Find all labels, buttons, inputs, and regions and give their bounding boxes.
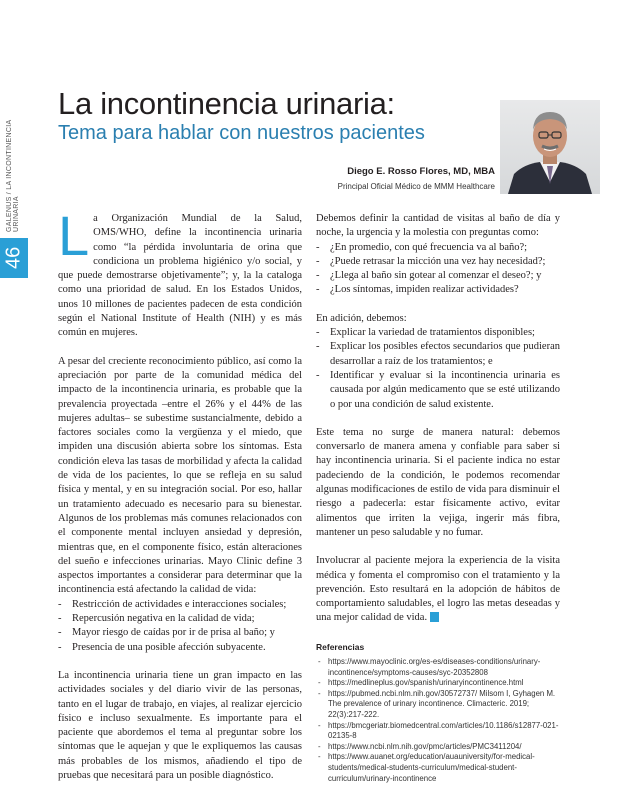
list-item: - Explicar los posibles efectos secundarios que pudieran desarrollar a raíz de los tratamientos; e — [316, 340, 560, 369]
running-head: GALENUS / LA INCONTINENCIA URINARIA — [6, 119, 20, 232]
reference-item: - https://medlineplus.gov/spanish/urinaryincontinence.html — [316, 678, 560, 689]
actions-list — [316, 326, 560, 412]
list-item: - ¿Los síntomas, impiden realizar actividades? — [316, 283, 560, 297]
list-item: - Repercusión negativa en la calidad de vida; — [58, 612, 302, 626]
paragraph: Debemos definir la cantidad de visitas al baño de día y noche, la urgencia y la molestia con preguntas como: — [316, 213, 560, 239]
drop-cap: L — [58, 204, 90, 267]
reference-item: - https://pubmed.ncbi.nlm.nih.gov/30572737/ Milsom I, Gyhagen M. The prevalence of urinary incontinence. Climacteric. 2019; 22(3):217-222. — [316, 689, 560, 721]
list-item: - ¿Puede retrasar la micción una vez hay necesidad?; — [316, 255, 560, 269]
closing-paragraph: Involucrar al paciente mejora la experiencia de la visita médica y fomenta el compromiso con el tratamiento y la prevención. Esto resultará en la adopción de hábitos de comportamiento saludables, el logro las metas deseadas y una mejor calidad de vida. — [316, 555, 560, 624]
article-subtitle: Tema para hablar con nuestros pacientes — [58, 122, 425, 144]
paragraph: La incontinencia urinaria tiene un gran impacto en las actividades sociales y del diario vivir de las personas, tanto en el lugar de trabajo, en viajes, al realizar ejercicio físico e incluso sexualmente. Es importante para el paciente que abordemos el tema al preguntar sobre los síntomas que le aquejan y que le expliquemos las causas más probables de los mismos, añadiendo el tipo de pruebas que necesitará para un posible diagnóstico. — [58, 669, 302, 781]
page-number: 46 — [2, 246, 25, 270]
list-item: - ¿Llega al baño sin gotear al comenzar el deseo?; y — [316, 269, 560, 283]
paragraph: A pesar del creciente reconocimiento público, así como la apreciación por parte de la comunidad médica del impacto de la incontinencia urinaria, es probable que la prevalencia proyectada –entre el 26% y el 44% de las mujeres adultas– se subestime sustancialmente, debido a factores sociales como la vergüenza y el miedo, que impiden una discusión abierta sobre los síntomas. Esta condición eleva las tasas de morbilidad y afecta la calidad de vida de los pacientes, lo que se refleja en su salud física y mental, y en su integración social. Por eso, hallar un tratamiento adecuado es necesario para su bienestar. Algunos de los problemas más comunes relacionados con el componente mental incluyen ansiedad y depresión, mientras que, en el componente físico, están alteraciones del sueño e infecciones urinarias. Mayo Clinic define 3 aspectos importantes a considerar para determinar que la incontinencia está afectando la calidad de vida: — [58, 355, 302, 596]
author-role: Principal Oficial Médico de MMM Healthcare — [337, 182, 495, 191]
questions-list — [316, 241, 560, 298]
paragraph: En adición, debemos: — [316, 312, 407, 324]
author-portrait-icon — [500, 100, 600, 194]
end-mark-icon — [430, 612, 439, 622]
list-item: - Presencia de una posible afección subyacente. — [58, 641, 302, 655]
references-title: Referencias — [316, 641, 365, 652]
list-item: - Explicar la variedad de tratamientos disponibles; — [316, 326, 560, 340]
intro-paragraph: La Organización Mundial de la Salud, OMS/WHO, define la incontinencia urinaria como “la pérdida involuntaria de orina que condiciona un problema higiénico y/o social, y que puede demostrarse objetivamente”; y, la la cataloga como una prioridad de salud. En los Estados Unidos, unos 10 millones de pacientes padecen de esta condición según el National Institute of Health (NIH) y es más común en mujeres. — [58, 204, 302, 339]
article-title: La incontinencia urinaria: — [58, 86, 395, 121]
reference-item: - https://www.ncbi.nlm.nih.gov/pmc/articles/PMC3411204/ — [316, 742, 560, 753]
left-column — [58, 204, 302, 797]
references-list — [316, 657, 560, 784]
list-item: - Identificar y evaluar si la incontinencia urinaria es causada por algún medicamento que se esté utilizando o por una condición de salud existente. — [316, 369, 560, 412]
quality-of-life-list — [58, 598, 302, 655]
paragraph: Este tema no surge de manera natural: debemos conversarlo de manera amena y confiable para saber si hay incontinencia urinaria. Si el paciente indica no estar padeciendo de la condición, le podemos recomendar algunas modificaciones de estilo de vida para disminuir el riesgo a padecerla: estar físicamente activo, evitar alimentos que irriten la vejiga, ingerir más fibra, mantener un peso saludable y no fumar. — [316, 426, 560, 538]
reference-item: - https://www.mayoclinic.org/es-es/diseases-conditions/urinary-incontinence/symptoms-causes/syc-20352808 — [316, 657, 560, 678]
reference-item: - https://bmcgeriatr.biomedcentral.com/articles/10.1186/s12877-021-02135-8 — [316, 721, 560, 742]
list-item: - Restricción de actividades e interacciones sociales; — [58, 598, 302, 612]
list-item: - Mayor riesgo de caídas por ir de prisa al baño; y — [58, 626, 302, 640]
list-item: - ¿En promedio, con qué frecuencia va al baño?; — [316, 241, 560, 255]
right-column — [316, 212, 560, 784]
author-photo — [500, 100, 600, 194]
reference-item: - https://www.auanet.org/education/auauniversity/for-medical-students/medical-students-curriculum/medical-student-curriculum/urinary-incontinence — [316, 752, 560, 784]
author-name: Diego E. Rosso Flores, MD, MBA — [347, 166, 495, 177]
